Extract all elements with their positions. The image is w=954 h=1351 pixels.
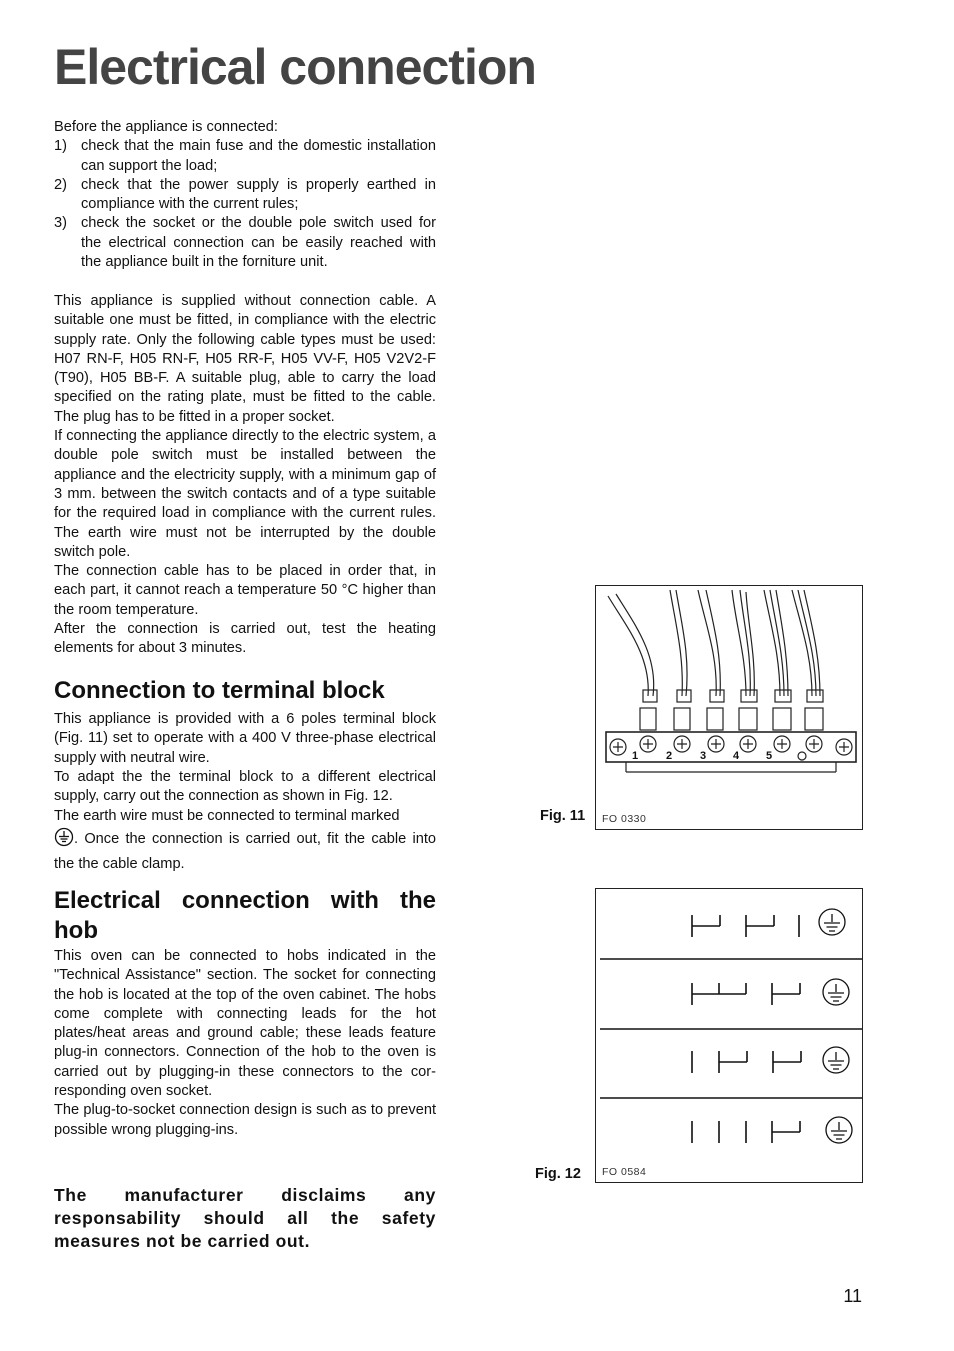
terminal-label-2: 2 — [666, 750, 673, 762]
fig12-frame — [595, 888, 863, 1183]
fig11-label: Fig. 11 — [540, 808, 586, 824]
check-text: check that the main fuse and the domestic installation can support the load; — [81, 138, 436, 174]
fig11-frame — [595, 585, 863, 830]
cable-paragraph: This appliance is supplied without connection cable. A suitable one must be fitted, in compliance with the electric supply rate. Only the following cable types must be used: H07 RN-F, H05 RN-F, H05 RR-F, H05 VV-F, H05 V2V2-F (T90), H05 BB-F. A suitable plug, able to carry the load specified on the rating plate, must be fitted to the cable. The plug has to be fitted in a proper socket. — [54, 293, 436, 425]
check-number: 2) — [54, 176, 67, 193]
check-text: check that the power supply is properly earthed in compliance with the current rules; — [81, 176, 436, 213]
check-number: 3) — [54, 215, 67, 232]
temperature-paragraph: The connection cable has to be placed in order that, in each part, it cannot reach a temperature 50 °C higher than the room temperature. — [54, 563, 436, 618]
cable-section — [54, 292, 436, 659]
earth-icon — [54, 827, 74, 854]
check-item — [54, 176, 436, 215]
check-list — [54, 137, 436, 272]
switch-paragraph: If connecting the appliance directly to the electric system, a double pole switch must be installed between the appliance and the electricity supply, with a minimum gap of 3 mm. between the switch contacts and of a type suitable for the required load in compliance with the current rules. The earth wire must not be interrupted by the double switch pole. — [54, 428, 436, 560]
earth-paragraph — [54, 806, 436, 875]
terminal-section — [54, 676, 436, 875]
terminal-heading: Connection to terminal block — [54, 677, 385, 704]
hob-heading: Electrical connection with the hob — [54, 887, 436, 944]
terminal-label-3: 3 — [700, 750, 707, 762]
check-item — [54, 137, 436, 176]
fig12-code: FO 0584 — [602, 1166, 647, 1178]
page-number: 11 — [843, 1286, 862, 1306]
check-number: 1) — [54, 138, 67, 155]
wiring-diagram — [596, 889, 862, 1182]
fig11-code: FO 0330 — [602, 813, 647, 825]
fig12-label: Fig. 12 — [535, 1166, 581, 1182]
hob-paragraph: This oven can be connected to hobs indicated in the "Technical Assistance" section. The socket for connecting the hob is located at the top of the oven cabinet. The hobs come complete with connecting leads for the hot plates/heat areas and ground cable; these leads feature plug-in connectors. Connection of the hob to the oven is carried out by plugging-in these connectors to the cor-responding oven socket. — [54, 948, 436, 1100]
terminal-label-5: 5 — [766, 750, 773, 762]
intro-section — [54, 118, 436, 272]
adapt-paragraph: To adapt the the terminal block to a different electrical supply, carry out the connection as shown in Fig. 12. — [54, 768, 436, 805]
terminal-label-4: 4 — [733, 750, 740, 762]
terminal-paragraph: This appliance is provided with a 6 poles terminal block (Fig. 11) set to operate with a 400 V three-phase electrical supply with neutral wire. — [54, 711, 436, 766]
check-text: check the socket or the double pole switch used for the electrical connection can be easily reached with the appliance built in the forniture unit. — [81, 215, 436, 271]
plug-paragraph: The plug-to-socket connection design is such as to prevent possible wrong plugging-ins. — [54, 1102, 436, 1138]
earth-text-start: The earth wire must be connected to terminal marked — [54, 808, 400, 825]
earth-text-end: . Once the connection is carried out, fit the cable into the the cable clamp. — [54, 831, 436, 873]
terminal-label-1: 1 — [632, 750, 639, 762]
intro-lead: Before the appliance is connected: — [54, 119, 278, 135]
page-title: Electrical connection — [54, 39, 536, 95]
hob-section — [54, 886, 436, 1140]
test-paragraph: After the connection is carried out, test the heating elements for about 3 minutes. — [54, 621, 436, 657]
disclaimer-warning: The manufacturer disclaims any responsability should all the safety measures not be carried out. — [54, 1184, 436, 1251]
check-item — [54, 214, 436, 272]
terminal-block-illustration — [596, 586, 862, 829]
